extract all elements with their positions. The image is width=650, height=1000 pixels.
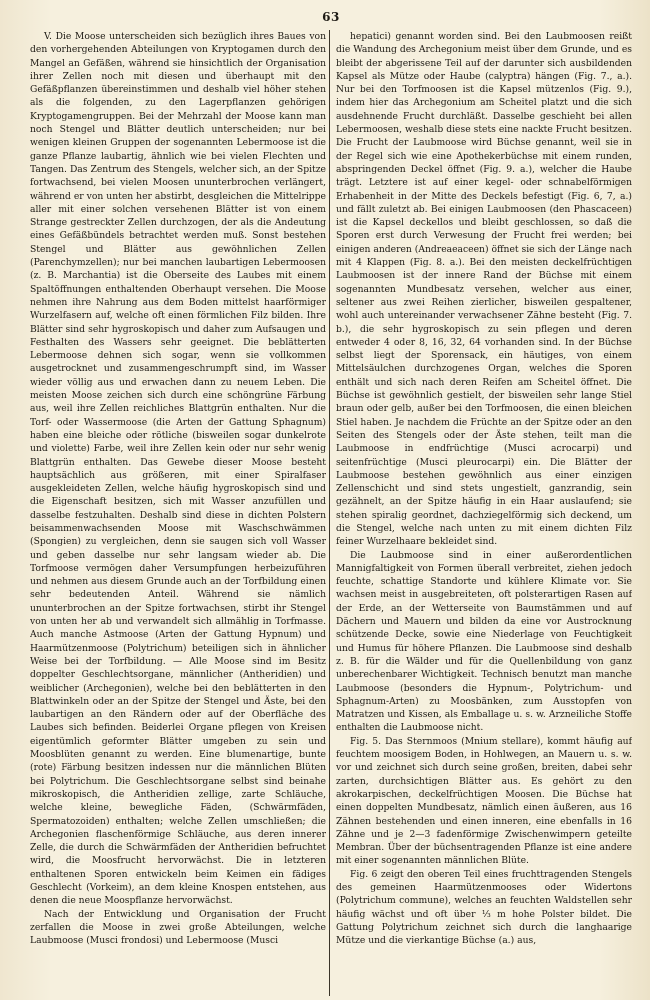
column-divider: [329, 30, 330, 996]
paragraph: hepatici) genannt worden sind. Bei den Laubmoosen reißt die Wandung des Archegonium meist über dem Grunde, und es bleibt der abgerissene Teil auf der darunter sich ausbildenden Kapsel als Mütze oder Haube (calyptra) hängen (Fig. 7., a.). Nur bei den Torfmoosen ist die Kapsel mützenlos (Fig. 9.), indem hier das Archegonium am Scheitel platzt und die sich ausdehnende Frucht durchläßt. Dasselbe geschieht bei allen Lebermoosen, weshalb diese stets eine nackte Frucht besitzen. Die Frucht der Laubmoose wird Büchse genannt, weil sie in der Regel sich wie eine Apothekerbüchse mit einem runden, abspringenden Deckel öffnet (Fig. 9. a.), welcher die Haube trägt. Letztere ist auf einer kegel- oder schnabelförmigen Erhabenheit in der Mitte des Deckels befestigt (Fig. 6, 7, a.) und fällt zuletzt ab. Bei einigen Laubmoosen (den Phascaceen) ist die Kapsel deckellos und bleibt geschlossen, so daß die Sporen erst durch Verwesung der Frucht frei werden; bei einigen anderen (Andreaeaceen) öffnet sie sich der Länge nach mit 4 Klappen (Fig. 8. a.). Bei den meisten deckelfrüchtigen Laubmoosen ist der innere Rand der Büchse mit einem sogenannten Mundbesatz versehen, welcher aus einer, seltener aus zwei Reihen zierlicher, bisweilen gespaltener, wohl auch untereinander verwachsener Zähne besteht (Fig. 7. b.), die sehr hygroskopisch zu sein pflegen und deren entweder 4 oder 8, 16, 32, 64 vorhanden sind. In der Büchse selbst liegt der Sporensack, ein häutiges, von einem Mittelsäulchen durchzogenes Organ, welches die Sporen enthält und sich nach deren Reifen am Scheitel öffnet. Die Büchse ist gewöhnlich gestielt, der bisweilen sehr lange Stiel braun oder gelb, außer bei den Torfmoosen, die einen bleichen Stiel haben. Je nachdem die Früchte an der Spitze oder an den Seiten des Stengels oder der Äste stehen, teilt man die Laubmoose in endfrüchtige (Musci acrocarpi) und seitenfrüchtige (Musci pleurocarpi) ein. Die Blätter der Laubmoose bestehen gewöhnlich aus einer einzigen Zellenschicht und sind stets ungestielt, ganzrandig, sein gezähnelt, an der Spitze häufig in ein Haar auslaufend; sie stehen spiralig geordnet, dachziegelförmig sich deckend, um die Stengel, welche nach unten zu mit einem dichten Filz feiner Wurzelhaare bekleidet sind.: [336, 31, 632, 548]
right-column: [336, 30, 632, 996]
paragraph: Die Laubmoose sind in einer außerordentlichen Mannigfaltigkeit von Formen überall verbreitet, ziehen jedoch feuchte, schattige Standorte und kühlere Klimate vor. Sie wachsen meist in ausgebreiteten, oft polsterartigen Rasen auf der Erde, an der Wetterseite von Baumstämmen und auf Dächern und Mauern und bilden da eine vor Austrocknung schützende Decke, sowie eine Niederlage von Feuchtigkeit und Humus für höhere Pflanzen. Die Laubmoose sind deshalb z. B. für die Wälder und für die Quellenbildung von ganz unberechenbarer Wichtigkeit. Technisch benutzt man manche Laubmoose (besonders die Hypnum-, Polytrichum- und Sphagnum-Arten) zu Moosbänken, zum Ausstopfen von Matratzen und Kissen, als Emballage u. s. w. Arzneiliche Stoffe enthalten die Laubmoose nicht.: [336, 549, 632, 734]
text-columns: [30, 30, 632, 996]
paragraph: Fig. 5. Das Sternmoos (Mnium stellare), kommt häufig auf feuchtem moosigem Boden, in Hohlwegen, an Mauern u. s. w. vor und zeichnet sich durch seine großen, breiten, dabei sehr zarten, durchsichtigen Blätter aus. Es gehört zu den akrokarpischen, deckelfrüchtigen Moosen. Die Büchse hat einen doppelten Mundbesatz, nämlich einen äußeren, aus 16 Zähnen bestehenden und einen inneren, eine ebenfalls in 16 Zähne und je 2—3 fadenförmige Zwischenwimpern geteilte Membran. Über der büchsentragenden Pflanze ist eine andere mit einer sogenannten männlichen Blüte.: [336, 735, 632, 867]
paragraph: Fig. 6 zeigt den oberen Teil eines fruchttragenden Stengels des gemeinen Haarmützenmooses oder Widertons (Polytrichum commune), welches an feuchten Waldstellen sehr häufig wächst und oft über ⅓ m hohe Polster bildet. Die Gattung Polytrichum zeichnet sich durch die langhaarige Mütze und die vierkantige Büchse (a.) aus,: [336, 868, 632, 947]
paragraph: Nach der Entwicklung und Organisation der Frucht zerfallen die Moose in zwei große Abteilungen, welche Laubmoose (Musci frondosi) und Lebermoose (Musci: [30, 908, 326, 947]
left-column: [30, 30, 326, 996]
page-number: 63: [322, 10, 340, 24]
paragraph: V. Die Moose unterscheiden sich bezüglich ihres Baues von den vorhergehenden Abteilungen von Kryptogamen durch den Mangel an Gefäßen, während sie hinsichtlich der Organisation ihrer Zellen noch mit diesen und überhaupt mit den Gefäßpflanzen übereinstimmen und deshalb viel höher stehen als die folgenden, zu den Lagerpflanzen gehörigen Kryptogamengruppen. Bei der Mehrzahl der Moose kann man noch Stengel und Blätter deutlich unterscheiden; nur bei wenigen kleinen Gruppen der sogenannten Lebermoose ist die ganze Pflanze laubartig, ähnlich wie bei vielen Flechten und Tangen. Das Zentrum des Stengels, welcher sich, an der Spitze fortwachsend, bei vielen Moosen ununterbrochen verlängert, während er von unten her abstirbt, desgleichen die Mittelrippe aller mit einer solchen versehenen Blätter ist von einem Strange gestreckter Zellen durchzogen, der als die Andeutung eines Gefäßbündels betrachtet werden muß. Sonst bestehen Stengel und Blätter aus gewöhnlichen Zellen (Parenchymzellen); nur bei manchen laubartigen Lebermoosen (z. B. Marchantia) ist die Oberseite des Laubes mit einem Spaltöffnungen enthaltenden Oberhaupt versehen. Die Moose nehmen ihre Nahrung aus dem Boden mittelst haarförmiger Wurzelfasern auf, welche oft einen förmlichen Filz bilden. Ihre Blätter sind sehr hygroskopisch und daher zum Aufsaugen und Festhalten des Wassers sehr geeignet. Die beblätterten Lebermoose dehnen sich sogar, wenn sie vollkommen ausgetrocknet und zusammengeschrumpft sind, im Wasser wieder völlig aus und erwachen dann zu neuem Leben. Die meisten Moose zeichen sich durch eine schöngrüne Färbung aus, weil ihre Zellen reichliches Blattgrün enthalten. Nur die Torf- oder Wassermoose (die Arten der Gattung Sphagnum) haben eine bleiche oder rötliche (bisweilen sogar dunkelrote und violette) Farbe, weil ihre Zellen kein oder nur sehr wenig Blattgrün enthalten. Das Gewebe dieser Moose besteht hauptsächlich aus größeren, mit einer Spiralfaser ausgekleideten Zellen, welche häufig hygroskopisch sind und die Eigenschaft besitzen, sich mit Wasser anzufüllen und dasselbe festzuhalten. Deshalb sind diese in dichten Polstern beisammenwachsenden Moose mit Waschschwämmen (Spongien) zu vergleichen, denn sie saugen sich voll Wasser und geben dasselbe nur sehr langsam wieder ab. Die Torfmoose vermögen daher Versumpfungen herbeizuführen und nehmen aus diesem Grunde auch an der Torfbildung einen sehr bedeutenden Anteil. Während sie nämlich ununterbrochen an der Spitze fortwachsen, stirbt ihr Stengel von unten her ab und verwandelt sich allmählig in Torfmasse. Auch manche Astmoose (Arten der Gattung Hypnum) und Haarmützenmoose (Polytrichum) beteiligen sich in ähnlicher Weise bei der Torfbildung. — Alle Moose sind im Besitz doppelter Geschlechtsorgane, männlicher (Antheridien) und weiblicher (Archegonien), welche bei den beblätterten in den Blattwinkeln oder an der Spitze der Stengel und Äste, bei den laubartigen an den Rändern oder auf der Oberfläche des Laubes sich befinden. Beiderlei Organe pflegen von Kreisen eigentümlich geformter Blätter umgeben zu sein und Moosblüten genannt zu werden. Eine blumenartige, bunte (rote) Färbung besitzen indessen nur die männlichen Blüten bei Polytrichum. Die Geschlechtsorgane selbst sind beinahe mikroskopisch, die Antheridien zellige, zarte Schläuche, welche kleine, bewegliche Fäden, (Schwärmfäden, Spermatozoiden) enthalten; welche Zellen umschließen; die Archegonien flaschenförmige Schläuche, aus deren innerer Zelle, die durch die Schwärmfäden der Antheridien befruchtet wird, die Moosfrucht hervorwächst. Die in letzteren enthaltenen Sporen entwickeln beim Keimen ein fädiges Geschlecht (Vorkeim), an dem kleine Knospen entstehen, aus denen die neue Moospflanze hervorwächst.: [30, 31, 326, 907]
